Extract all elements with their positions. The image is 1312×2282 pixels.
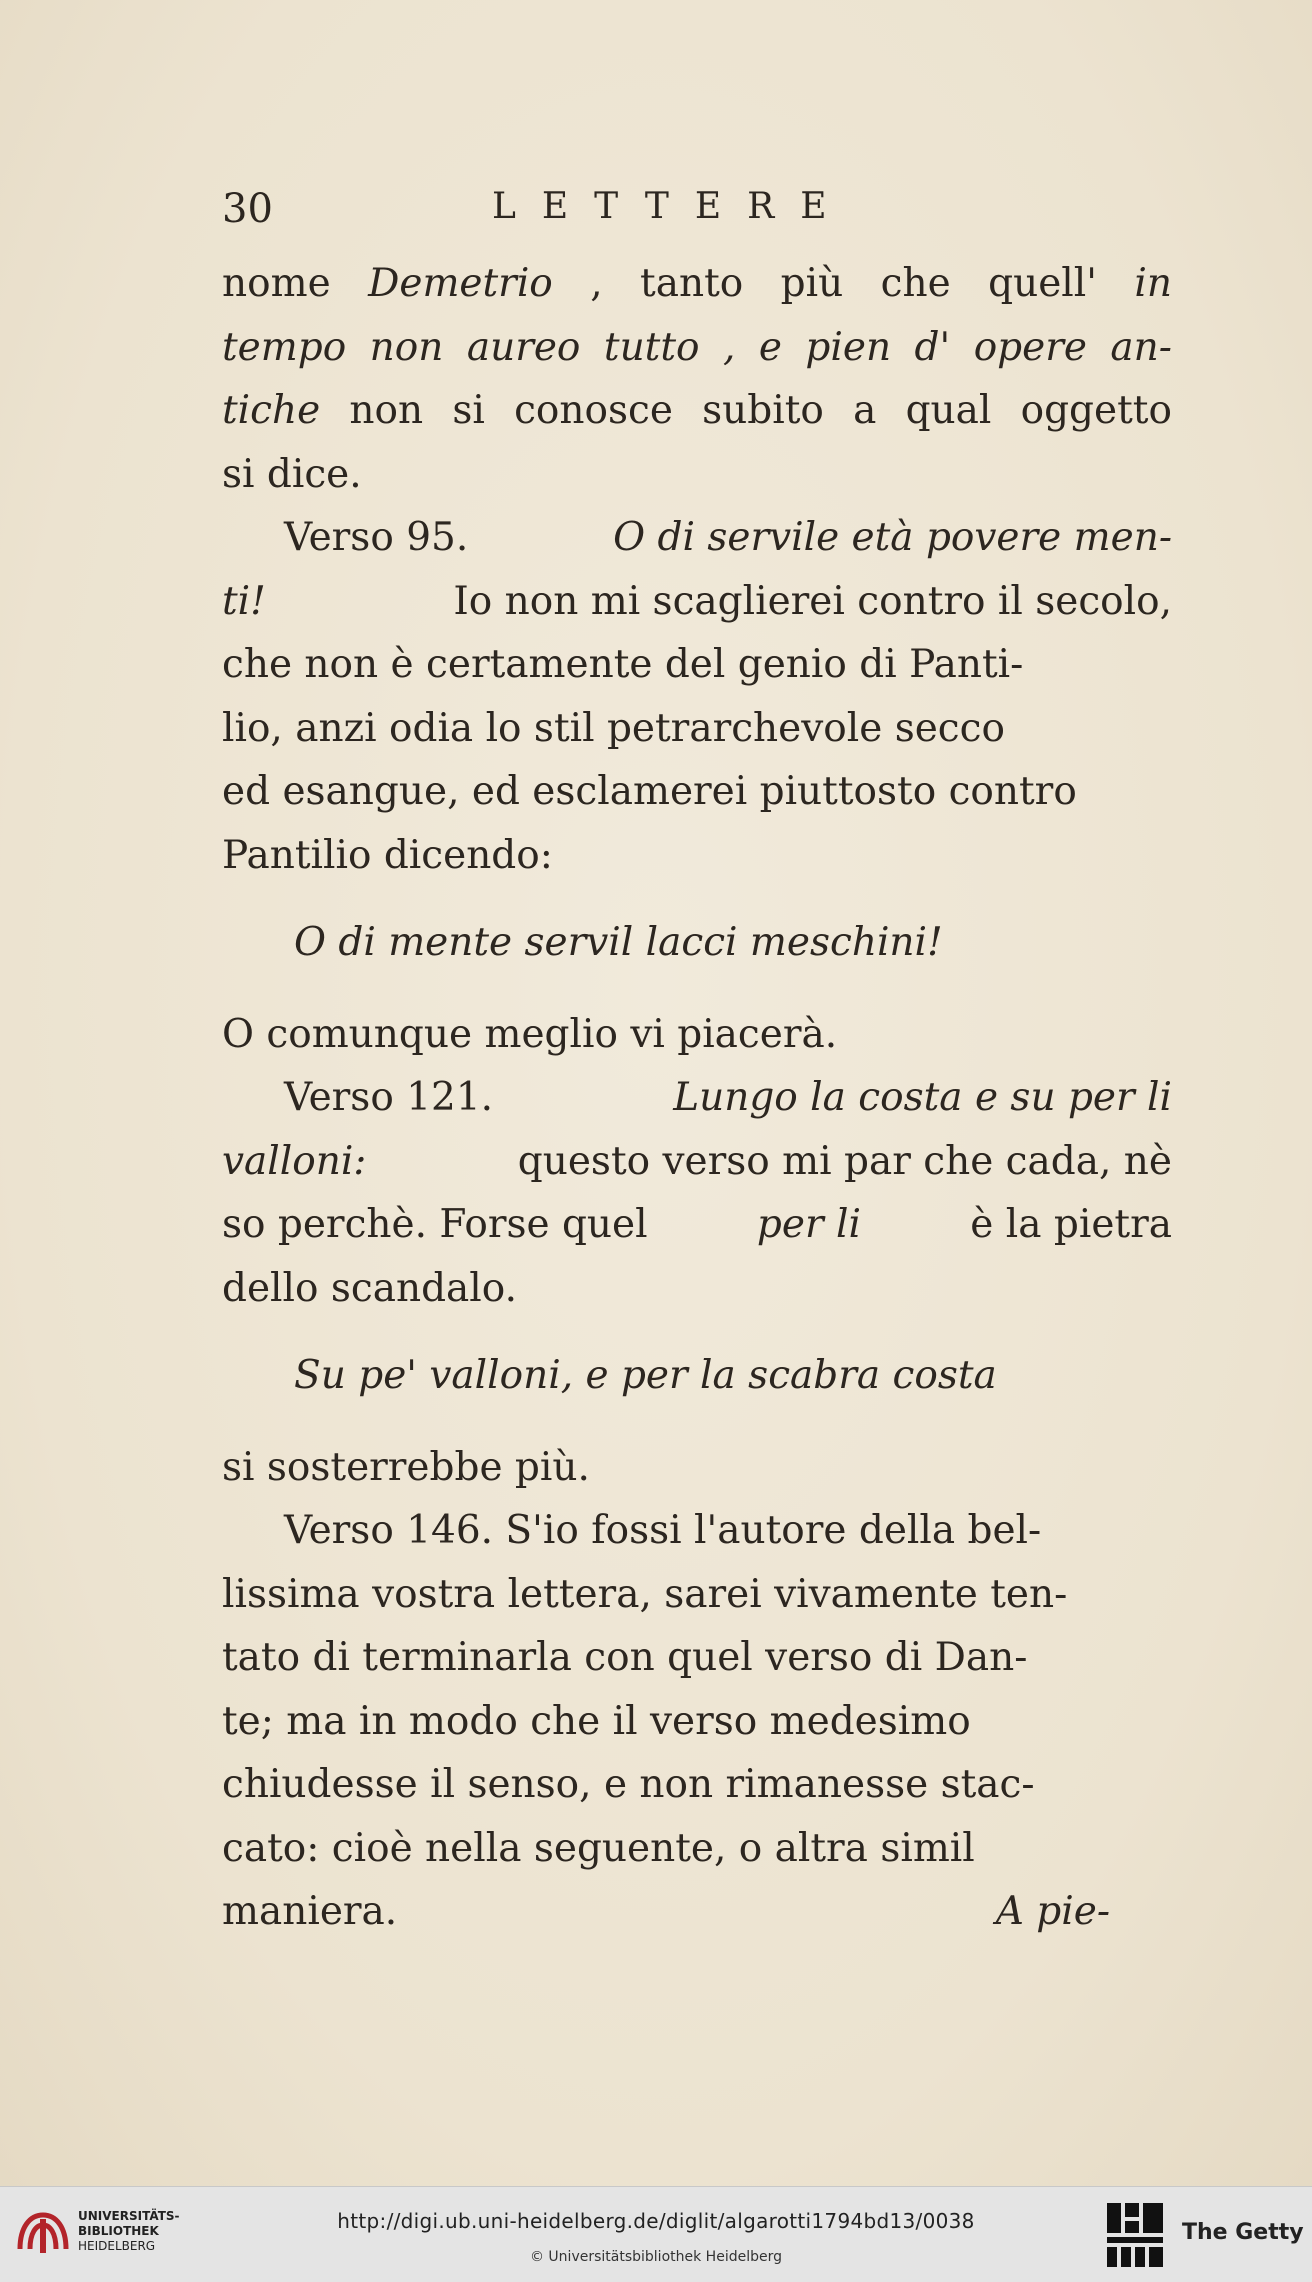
copyright-notice: © Universitätsbibliothek Heidelberg [529, 2249, 782, 2265]
verse-quotation: O di mente servil lacci meschini! [294, 920, 943, 965]
text-line: Verso 121. Lungo la costa e su per li [284, 1075, 1172, 1120]
getty-logo-icon [1105, 2201, 1165, 2269]
getty-name: The Getty [1182, 2220, 1304, 2245]
text-line: nome Demetrio , tanto più che quell' in [222, 261, 1172, 306]
page-number: 30 [222, 186, 273, 232]
text-line: lio, anzi odia lo stil petrarchevole secco [222, 705, 1005, 751]
text-line: so perchè. Forse quel per li è la pietra [222, 1202, 1172, 1247]
viewer-footer [0, 2186, 1312, 2282]
page-header [222, 186, 1172, 246]
running-title: LETTERE [492, 186, 853, 227]
catchword: A pie- [995, 1889, 1110, 1934]
text-line: si sosterrebbe più. [222, 1444, 590, 1490]
text-line: cato: cioè nella seguente, o altra simil [222, 1825, 975, 1871]
text-line: tempo non aureo tutto , e pien d' opere an- [222, 324, 1172, 370]
text-line: Verso 95. O di servile età povere men- [284, 515, 1172, 560]
text-line: lissima vostra lettera, sarei vivamente ten- [222, 1571, 1068, 1617]
text-line: valloni: questo verso mi par che cada, nè [222, 1138, 1172, 1184]
text-line: Pantilio dicendo: [222, 832, 553, 878]
verse-quotation: Su pe' valloni, e per la scabra costa [294, 1353, 997, 1398]
text-line: O comunque meglio vi piacerà. [222, 1011, 838, 1057]
text-line: si dice. [222, 451, 362, 497]
text-line: tiche non si conosce subito a qual oggetto [222, 388, 1172, 433]
text-line: dello scandalo. [222, 1265, 517, 1311]
document-url-link[interactable]: http://digi.ub.uni-heidelberg.de/diglit/algarotti1794bd13/0038 [337, 2209, 975, 2233]
text-line: ed esangue, ed esclamerei piuttosto contro [222, 769, 1077, 814]
text-line: te; ma in modo che il verso medesimo [222, 1698, 971, 1744]
text-line: maniera. A pie- [222, 1880, 1172, 1944]
text-line: Verso 146. S'io fossi l'autore della bel- [284, 1508, 1042, 1553]
text-line: che non è certamente del genio di Panti- [222, 642, 1024, 687]
text-line: tato di terminarla con quel verso di Dan- [222, 1635, 1028, 1680]
library-name: UNIVERSITÄTS- BIBLIOTHEK HEIDELBERG [78, 2209, 180, 2253]
body-text [222, 252, 1172, 1944]
text-line: ti! Io non mi scaglierei contro il secolo, [222, 578, 1172, 624]
text-line: chiudesse il senso, e non rimanesse stac- [222, 1762, 1035, 1807]
